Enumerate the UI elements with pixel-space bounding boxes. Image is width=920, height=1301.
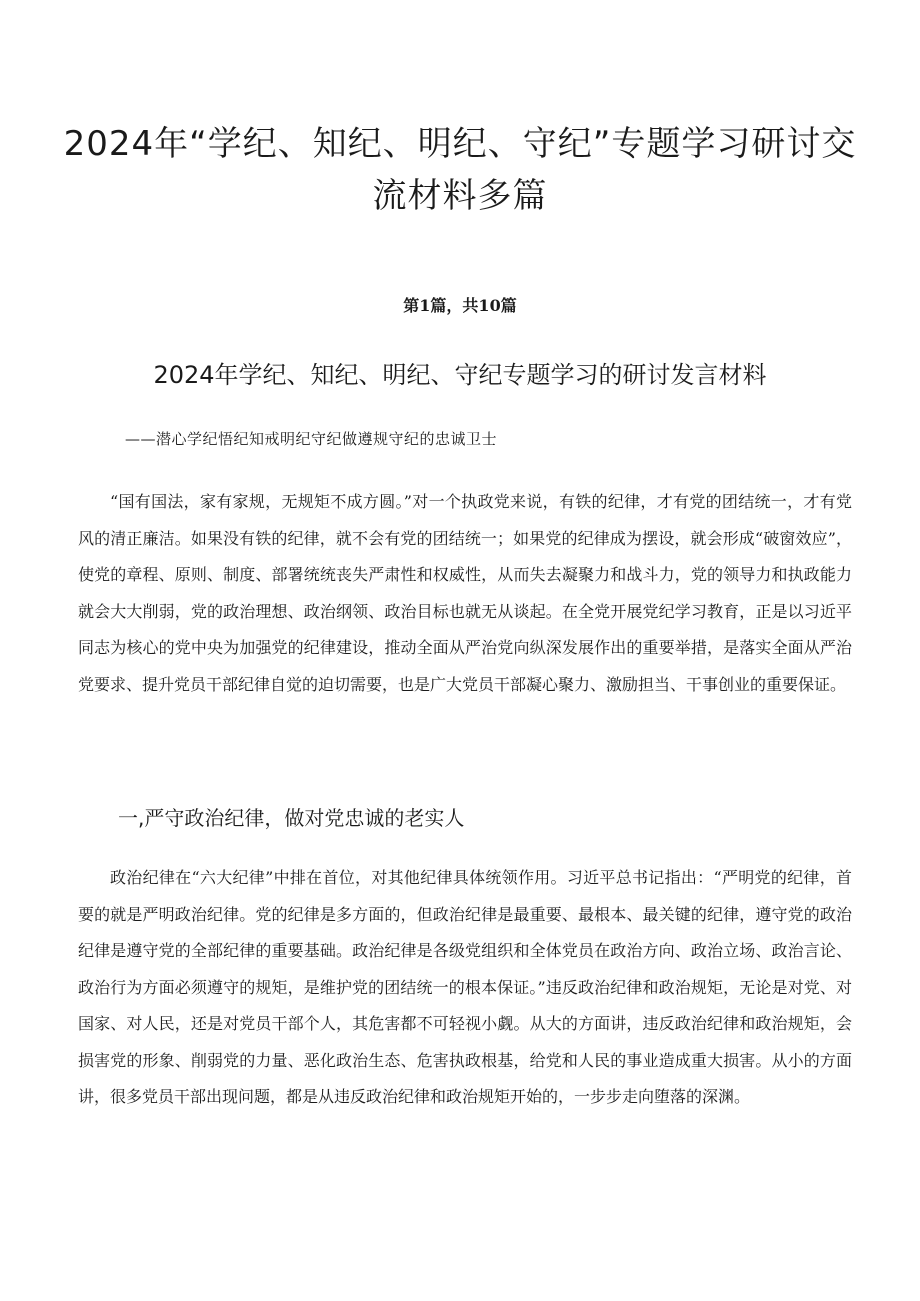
document-title: 2024年“学纪、知纪、明纪、守纪”专题学习研讨交流材料多篇 bbox=[63, 124, 857, 216]
body-paragraph: 政治纪律在“六大纪律”中排在首位，对其他纪律具体统领作用。习近平总书记指出：“严明党的纪律，首要的就是严明政治纪律。党的纪律是多方面的，但政治纪律是最重要、最根本、最关键的纪律，遵守党的政治纪律是遵守党的全部纪律的重要基础。政治纪律是各级党组织和全体党员在政治方向、政治立场、政治言论、政治行为方面必须遵守的规矩，是维护党的团结统一的根本保证。”违反政治纪律和政治规矩，无论是对党、对国家、对人民，还是对党员干部个人，其危害都不可轻视小觑。从大的方面讲，违反政治纪律和政治规矩，会损害党的形象、削弱党的力量、恶化政治生态、危害执政根基，给党和人民的事业造成重大损害。从小的方面讲，很多党员干部出现问题，都是从违反政治纪律和政治规矩开始的，一步步走向堕落的深渊。 bbox=[78, 868, 852, 1106]
section-heading: 一,严守政治纪律，做对党忠诚的老实人 bbox=[118, 806, 465, 830]
part-indicator: 第1篇，共10篇 bbox=[403, 296, 517, 315]
article-subtitle: ——潜心学纪悟纪知戒明纪守纪做遵规守纪的忠诚卫士 bbox=[125, 430, 498, 448]
body-paragraph: “国有国法，家有家规，无规矩不成方圆。”对一个执政党来说，有铁的纪律，才有党的团结统一，才有党风的清正廉洁。如果没有铁的纪律，就不会有党的团结统一；如果党的纪律成为摆设，就会形成“破窗效应”，使党的章程、原则、制度、部署统统丧失严肃性和权威性，从而失去凝聚力和战斗力，党的领导力和执政能力就会大大削弱，党的政治理想、政治纲领、政治目标也就无从谈起。在全党开展党纪学习教育，正是以习近平同志为核心的党中央为加强党的纪律建设，推动全面从严治党向纵深发展作出的重要举措，是落实全面从严治党要求、提升党员干部纪律自觉的迫切需要，也是广大党员干部凝心聚力、激励担当、干事创业的重要保证。 bbox=[78, 492, 852, 694]
article-title: 2024年学纪、知纪、明纪、守纪专题学习的研讨发言材料 bbox=[153, 361, 767, 389]
